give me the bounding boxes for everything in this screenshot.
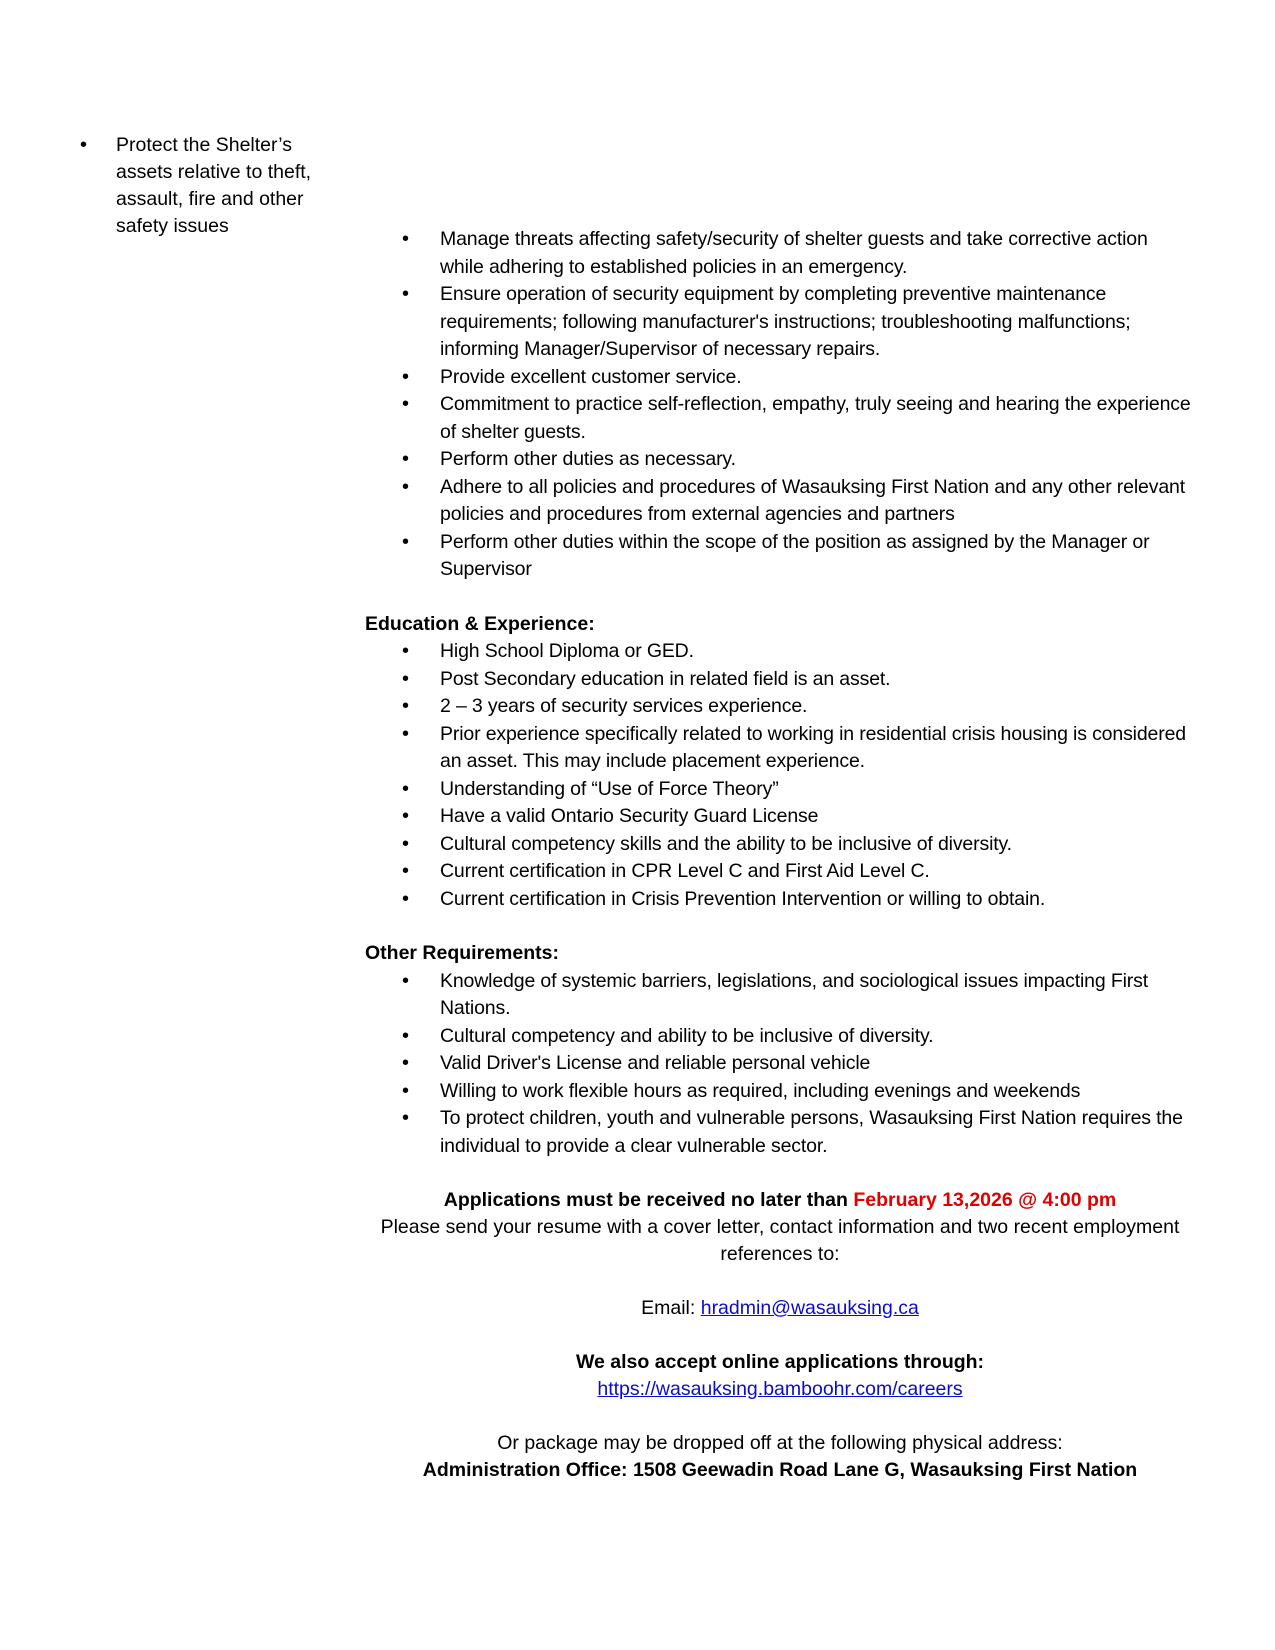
list-item [365,529,1195,584]
list-item: • Protect the Shelter’s assets relative to theft, assault, fire and other safety issues [80,134,312,237]
bullet-icon: • [402,530,409,553]
dropoff-text: Or package may be dropped off at the following physical address: [497,1432,1063,1454]
list-item-text: Current certification in Crisis Prevention Intervention or willing to obtain. [440,887,1046,910]
list-item [365,1050,1195,1078]
list-item [365,693,1195,721]
bullet-icon: • [402,640,409,662]
application-section [365,1187,1195,1484]
left-column [80,132,340,240]
email-link[interactable]: hradmin@wasauksing.ca [700,1297,919,1319]
list-item [365,364,1195,392]
list-item [365,968,1195,1023]
list-item [365,446,1195,474]
bullet-icon: • [402,365,409,388]
bullet-icon: • [402,969,409,992]
list-item-text: To protect children, youth and vulnerable persons, Wasauksing First Nation requires the individual to provide a clear vulnerable sector. [440,1107,1183,1157]
bullet-icon: • [402,448,409,470]
list-item-text: Willing to work flexible hours as required, including evenings and weekends [440,1079,1081,1102]
bullet-icon: • [402,887,409,910]
other-requirements-heading: Other Requirements: [365,942,559,964]
bullet-icon: • [402,283,409,305]
list-item [365,391,1195,446]
list-item [365,474,1195,529]
list-item [365,776,1195,804]
other-requirements-list [365,968,1195,1161]
list-item [365,1023,1195,1051]
list-item-text: Post Secondary education in related field is an asset. [440,667,891,690]
bullet-icon: • [402,805,409,827]
list-item-text: Understanding of “Use of Force Theory” [440,777,779,800]
email-line [365,1295,1195,1322]
list-item [365,803,1195,831]
bullet-icon: • [402,1079,409,1102]
list-item-text: 2 – 3 years of security services experience. [440,695,808,717]
instructions-text: Please send your resume with a cover letter, contact information and two recent employment references to: [380,1216,1180,1265]
bullet-icon: • [402,860,409,882]
deadline-date: February 13,2026 @ 4:00 pm [853,1189,1117,1211]
bullet-icon: • [402,722,409,745]
online-heading: We also accept online applications through: [575,1351,985,1373]
bullet-icon: • [402,393,409,415]
list-item-text: Perform other duties within the scope of the position as assigned by the Manager or Supervisor [440,530,1150,580]
bullet-icon: • [402,777,409,800]
list-item-text: Prior experience specifically related to working in residential crisis housing is considered an asset. This may include placement experience. [440,722,1186,772]
bullet-icon: • [80,134,88,156]
list-item [365,1078,1195,1106]
list-item [365,666,1195,694]
list-item [365,281,1195,364]
list-item-text: Cultural competency and ability to be inclusive of diversity. [440,1024,934,1047]
careers-link[interactable]: https://wasauksing.bamboohr.com/careers [597,1378,963,1400]
list-item [365,858,1195,886]
left-list [80,132,340,240]
list-item-text: Ensure operation of security equipment by completing preventive maintenance requirements; following manufacturer's instructions; troubleshooting malfunctions; informing Manager/Supervisor of necessary repairs. [440,283,1131,360]
list-item [365,226,1195,281]
list-item-text: Cultural competency skills and the ability to be inclusive of diversity. [440,832,1012,855]
list-item [365,721,1195,776]
list-item-text: Valid Driver's License and reliable personal vehicle [440,1052,871,1074]
list-item [365,1105,1195,1160]
education-list [365,638,1195,913]
bullet-icon: • [402,228,409,250]
bullet-icon: • [402,832,409,855]
list-item [365,638,1195,666]
email-label: Email: [641,1297,701,1319]
bullet-icon: • [402,1052,409,1074]
list-item-text: Adhere to all policies and procedures of Wasauksing First Nation and any other relevant policies and procedures from external agencies and partners [440,475,1185,525]
bullet-icon: • [402,1024,409,1047]
list-item-text: High School Diploma or GED. [440,640,694,662]
bullet-icon: • [402,475,409,498]
bullet-icon: • [402,667,409,690]
deadline-line [365,1187,1195,1214]
list-item-text: Have a valid Ontario Security Guard License [440,805,819,827]
list-item-text: Provide excellent customer service. [440,365,742,388]
deadline-prefix: Applications must be received no later than [443,1189,854,1211]
duties-list [365,226,1195,584]
address-text: Administration Office: 1508 Geewadin Road Lane G, Wasauksing First Nation [422,1459,1138,1481]
list-item-text: Current certification in CPR Level C and First Aid Level C. [440,860,930,882]
list-item-text: Knowledge of systemic barriers, legislations, and sociological issues impacting First Nations. [440,969,1148,1019]
bullet-icon: • [402,695,409,717]
list-item-text: Commitment to practice self-reflection, empathy, truly seeing and hearing the experience of shelter guests. [440,393,1191,443]
education-heading: Education & Experience: [365,612,595,635]
list-item [365,831,1195,859]
main-column [365,226,1195,1484]
list-item-text: Manage threats affecting safety/security of shelter guests and take corrective action while adhering to established policies in an emergency. [440,228,1148,278]
list-item [365,886,1195,914]
list-item-text: Perform other duties as necessary. [440,448,736,470]
bullet-icon: • [402,1107,409,1129]
